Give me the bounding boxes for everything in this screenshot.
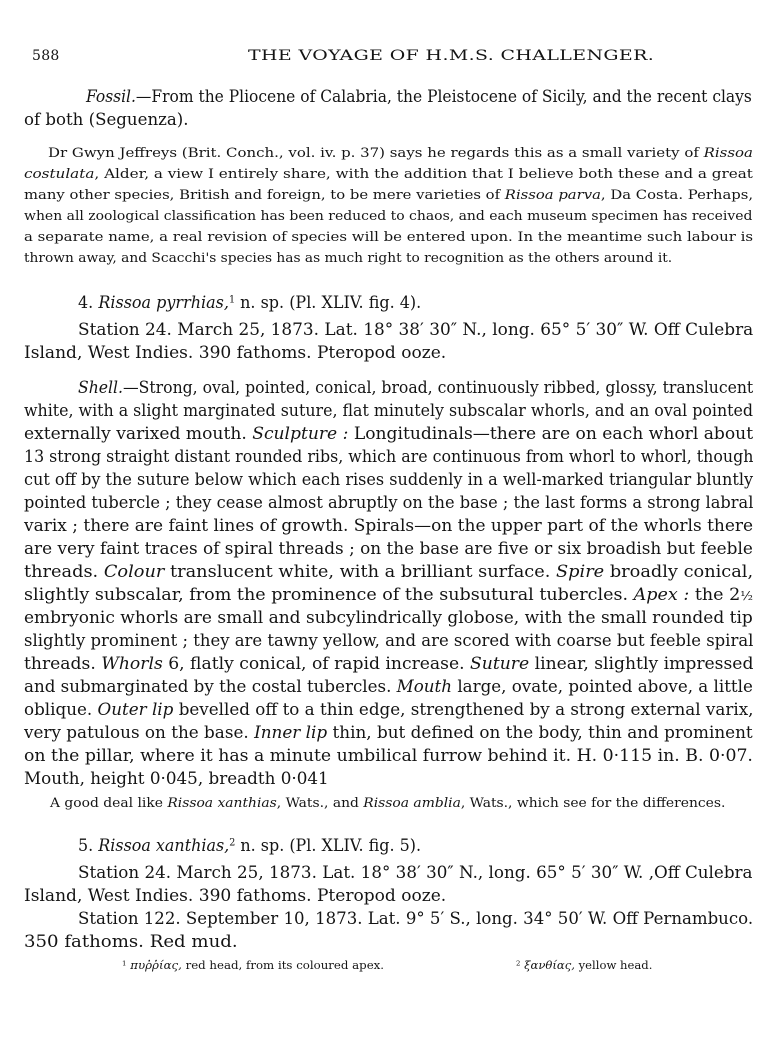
jeffreys-note-line-1: Dr Gwyn Jeffreys (Brit. Conch., vol. iv. p. 37) says he regards this as a small variety of Rissoa — [48, 146, 753, 161]
shell-line-17: on the pillar, where it has a minute umbilical furrow behind it. H. 0·115 in. B. 0·07. — [24, 746, 753, 765]
page-number: 588 — [32, 48, 60, 64]
shell-line-14: and submarginated by the costal tubercles. Mouth large, ovate, pointed above, a little — [24, 677, 753, 696]
footnote-1: $^1$ πυῤῥίας, red head, from its coloured apex. — [122, 959, 385, 972]
shell-line-18: Mouth, height 0·045, breadth 0·041 — [24, 769, 329, 788]
shell-line-16: very patulous on the base. Inner lip thin, but defined on the body, thin and prominent — [24, 723, 753, 742]
species-5-station-1-line-1: Station 24. March 25, 1873. Lat. 18° 38′ 30″ N., long. 65° 5′ 30″ W. ,Off Culebra — [78, 863, 753, 882]
species-5-station-2-line-2: 350 fathoms. Red mud. — [24, 932, 238, 951]
shell-line-11: embryonic whorls are small and subcylindrically globose, with the small rounded tip — [24, 608, 753, 627]
shell-line-10: slightly subscalar, from the prominence of the subsutural tubercles. Apex : the 2½ — [24, 585, 754, 604]
jeffreys-note-line-3: many other species, British and foreign, to be mere varieties of Rissoa parva, Da Costa. Perhaps, — [24, 188, 754, 203]
fossil-line-1: Fossil.—From the Pliocene of Calabria, the Pleistocene of Sicily, and the recent clays — [86, 87, 752, 106]
species-4-station-line-1: Station 24. March 25, 1873. Lat. 18° 38′ 30″ N., long. 65° 5′ 30″ W. Off Culebra — [78, 320, 754, 339]
shell-label: Shell. — [78, 378, 124, 397]
jeffreys-note-line-4: when all zoological classification has been reduced to chaos, and each museum specimen has received — [24, 209, 753, 224]
shell-line-15: oblique. Outer lip bevelled off to a thin edge, strengthened by a strong external varix, — [24, 700, 754, 719]
shell-line-6: pointed tubercle ; they cease almost abruptly on the base ; the last forms a strong labral — [24, 493, 754, 512]
comparison-note: A good deal like Rissoa xanthias, Wats., and Rissoa amblia, Wats., which see for the differences. — [50, 796, 726, 811]
species-5-station-1-line-2: Island, West Indies. 390 fathoms. Pteropod ooze. — [24, 886, 447, 905]
footnote-2: $^2$ ξανθίας, yellow head. — [516, 959, 653, 972]
species-4-heading: 4. Rissoa pyrrhias,$^1$ n. sp. (Pl. XLIV. fig. 4). — [78, 293, 422, 312]
species-5-station-2-line-1: Station 122. September 10, 1873. Lat. 9° 5′ S., long. 34° 50′ W. Off Pernambuco. — [78, 909, 754, 928]
shell-line-2: white, with a slight marginated suture, flat minutely subscalar whorls, and an oval pointed — [24, 401, 753, 420]
shell-line-8: are very faint traces of spiral threads ; on the base are five or six broadish but feeble — [24, 539, 753, 558]
fossil-line-2: of both (Seguenza). — [24, 110, 189, 129]
shell-line-12: slightly prominent ; they are tawny yellow, and are scored with coarse but feeble spiral — [24, 631, 754, 650]
species-4-station-line-2: Island, West Indies. 390 fathoms. Pteropod ooze. — [24, 343, 447, 362]
jeffreys-note-line-5: a separate name, a real revision of species will be entered upon. In the meantime such labour is — [24, 230, 754, 245]
shell-line-5: cut off by the suture below which each rises suddenly in a well-marked triangular bluntly — [24, 470, 754, 489]
shell-line-13: threads. Whorls 6, flatly conical, of rapid increase. Suture linear, slightly impressed — [24, 654, 754, 673]
jeffreys-note-line-6: thrown away, and Scacchi's species has as much right to recognition as the others around it. — [24, 251, 673, 266]
shell-line-4: 13 strong straight distant rounded ribs, which are continuous from whorl to whorl, though — [24, 447, 754, 466]
species-5-heading: 5. Rissoa xanthias,$^2$ n. sp. (Pl. XLIV. fig. 5). — [78, 836, 422, 855]
shell-line-9: threads. Colour translucent white, with a brilliant surface. Spire broadly conical, — [24, 562, 754, 581]
jeffreys-note-line-2: costulata, Alder, a view I entirely share, with the addition that I believe both these and a great — [24, 167, 753, 182]
shell-line-3: externally varixed mouth. Sculpture : Longitudinals—there are on each whorl about — [24, 424, 754, 443]
running-title: THE VOYAGE OF H.M.S. CHALLENGER. — [248, 48, 655, 64]
shell-line-1: Shell.—Strong, oval, pointed, conical, broad, continuously ribbed, glossy, translucent — [78, 378, 754, 397]
fossil-label: Fossil. — [86, 87, 136, 106]
shell-line-7: varix ; there are faint lines of growth. Spirals—on the upper part of the whorls there — [24, 516, 754, 535]
